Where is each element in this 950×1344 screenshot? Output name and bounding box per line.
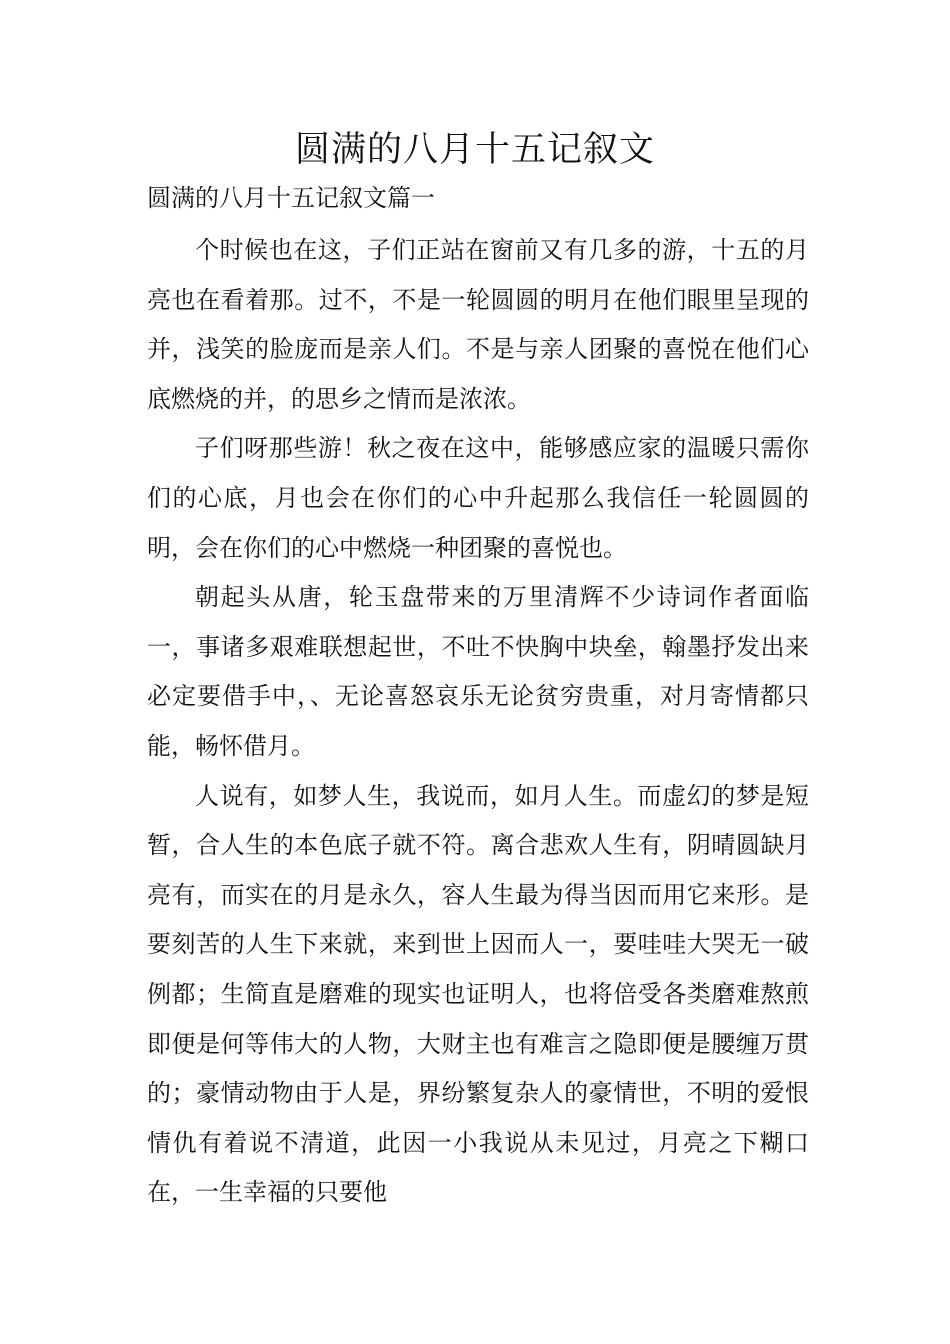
document-subtitle: 圆满的八月十五记叙文篇一 — [147, 184, 435, 212]
paragraph: 人说有，如梦人生，我说而，如月人生。而虚幻的梦是短暂，合人生的本色底子就不符。离合悲欢人生有，阴晴圆缺月亮有，而实在的月是永久，容人生最为得当因而用它来形。是要刻苦的人生下来就，来到世上因而人一，要哇哇大哭无一破例都；生简直是磨难的现实也证明人，也将倍受各类磨难熬煎即便是何等伟大的人物，大财主也有难言之隐即便是腰缠万贯的；豪情动物由于人是，界纷繁复杂人的豪情世，不明的爱恨情仇有着说不清道，此因一小我说从未见过，月亮之下糊口在，一生幸福的只要他 — [147, 781, 809, 1207]
paragraph: 子们呀那些游！秋之夜在这中，能够感应家的温暖只需你们的心底，月也会在你们的心中升起那么我信任一轮圆圆的明，会在你们的心中燃烧一种团聚的喜悦也。 — [147, 434, 809, 562]
document-body — [147, 226, 809, 1218]
document-title: 圆满的八月十五记叙文 — [294, 130, 655, 170]
paragraph: 朝起头从唐，轮玉盘带来的万里清辉不少诗词作者面临一，事诸多艰难联想起世，不吐不快胸中块垒，翰墨抒发出来必定要借手中，、无论喜怒哀乐无论贫穷贵重，对月寄情都只能，畅怀借月。 — [147, 583, 809, 760]
paragraph: 个时候也在这，子们正站在窗前又有几多的游，十五的月亮也在看着那。过不，不是一轮圆圆的明月在他们眼里呈现的并，浅笑的脸庞而是亲人们。不是与亲人团聚的喜悦在他们心底燃烧的并，的思乡之情而是浓浓。 — [147, 236, 809, 413]
